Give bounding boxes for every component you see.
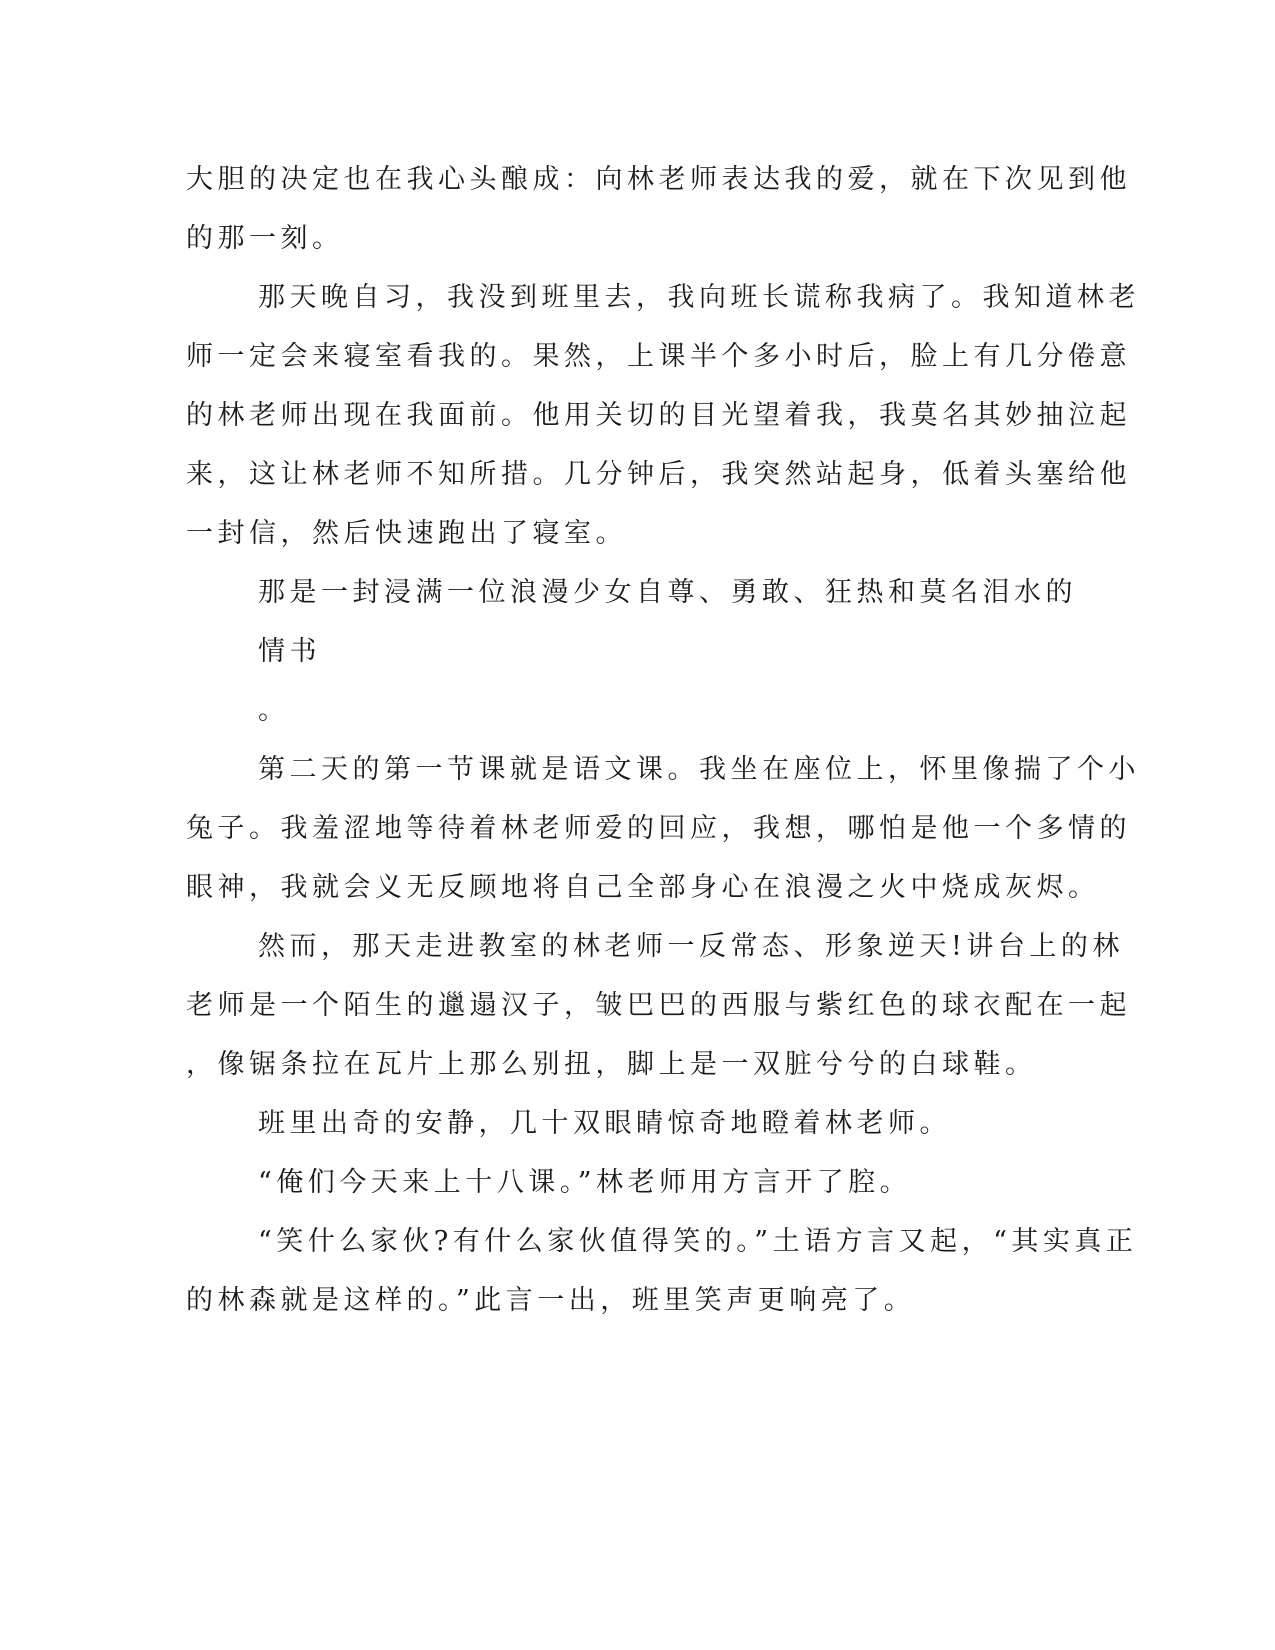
paragraph-start-line: 然而，那天走进教室的林老师一反常态、形象逆天!讲台上的林 — [258, 931, 1124, 962]
paragraph-start-line: 那是一封浸满一位浪漫少女自尊、勇敢、狂热和莫名泪水的 — [258, 577, 1077, 608]
paragraph-start-line: 班里出奇的安静，几十双眼睛惊奇地瞪着林老师。 — [258, 1108, 951, 1139]
text-line: 来，这让林老师不知所措。几分钟后，我突然站起身，低着头塞给他 — [186, 459, 1131, 490]
paragraph-start-line: 第二天的第一节课就是语文课。我坐在座位上，怀里像揣了个小 — [258, 754, 1140, 785]
text-line: 的林森就是这样的。”此言一出，班里笑声更响亮了。 — [186, 1285, 916, 1316]
text-line: 的林老师出现在我面前。他用关切的目光望着我，我莫名其妙抽泣起 — [186, 400, 1131, 431]
text-line: 大胆的决定也在我心头酿成：向林老师表达我的爱，就在下次见到他 — [186, 164, 1131, 195]
paragraph-start-line: 那天晚自习，我没到班里去，我向班长谎称我病了。我知道林老 — [258, 282, 1140, 313]
paragraph-start-line: “俺们今天来上十八课。”林老师用方言开了腔。 — [258, 1167, 912, 1198]
text-line: 兔子。我羞涩地等待着林老师爱的回应，我想，哪怕是他一个多情的 — [186, 813, 1131, 844]
text-line: 老师是一个陌生的邋遢汉子，皱巴巴的西服与紫红色的球衣配在一起 — [186, 990, 1131, 1021]
text-line: 。 — [258, 695, 290, 726]
text-line: 的那一刻。 — [186, 223, 344, 254]
text-line: ，像锯条拉在瓦片上那么别扭，脚上是一双脏兮兮的白球鞋。 — [186, 1049, 1037, 1080]
paragraph-start-line: “笑什么家伙?有什么家伙值得笑的。”土语方言又起，“其实真正 — [258, 1226, 1138, 1257]
text-line: 情书 — [258, 636, 321, 667]
text-line: 一封信，然后快速跑出了寝室。 — [186, 518, 627, 549]
text-line: 眼神，我就会义无反顾地将自己全部身心在浪漫之火中烧成灰烬。 — [186, 872, 1100, 903]
text-line: 师一定会来寝室看我的。果然，上课半个多小时后，脸上有几分倦意 — [186, 341, 1131, 372]
